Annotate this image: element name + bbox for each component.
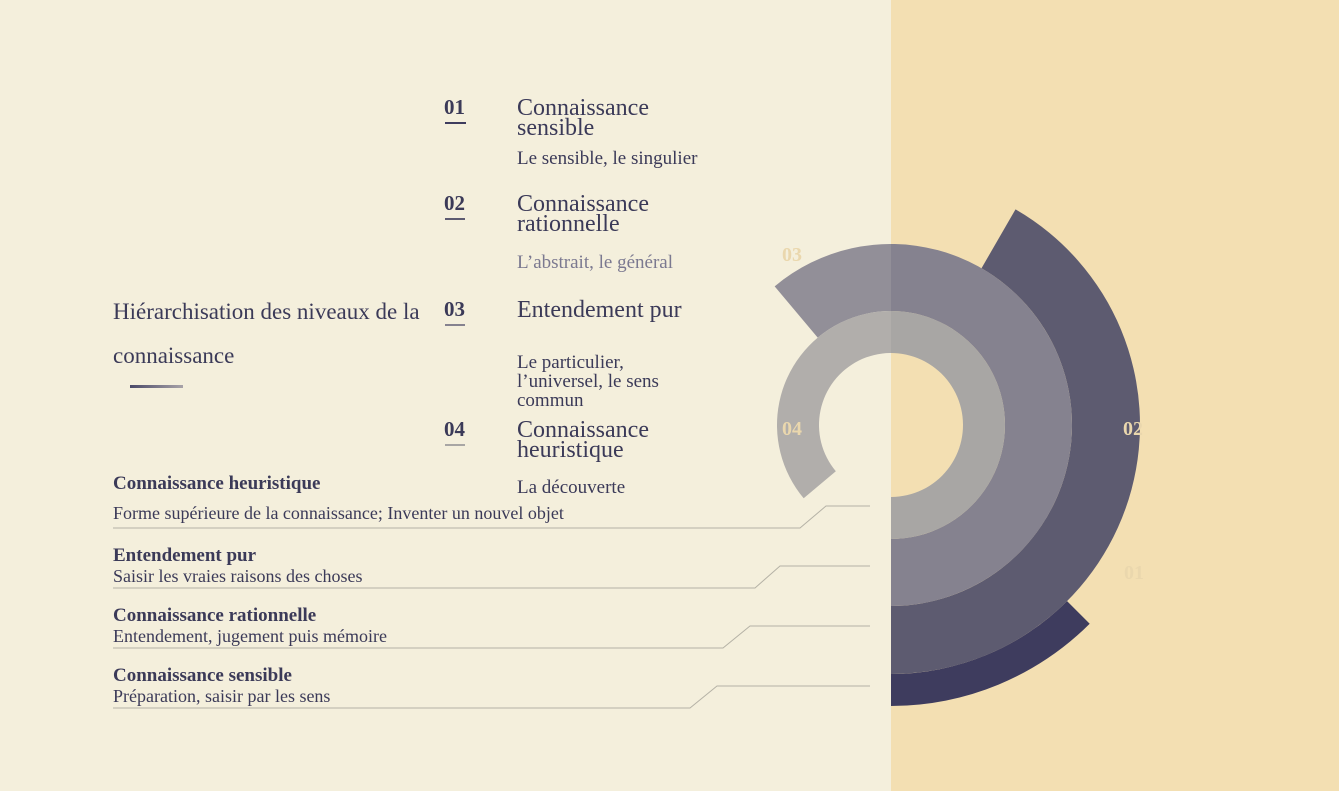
step-title: Entendement pur bbox=[517, 297, 682, 323]
legend-title: Connaissance sensible bbox=[113, 665, 292, 686]
step-number-underline bbox=[445, 444, 465, 446]
legend-title: Connaissance rationnelle bbox=[113, 605, 317, 626]
legend-title: Connaissance heuristique bbox=[113, 473, 321, 494]
step-number-underline bbox=[445, 218, 465, 220]
legend-description: Forme supérieure de la connaissance; Inventer un nouvel objet bbox=[113, 503, 564, 523]
step-number: 03 bbox=[444, 297, 465, 321]
ring-01-label: 01 bbox=[1124, 562, 1144, 584]
step-number-underline bbox=[445, 122, 466, 124]
legend-description: Entendement, jugement puis mémoire bbox=[113, 626, 387, 646]
step-description: La découverte bbox=[517, 477, 626, 498]
legend-title: Entendement pur bbox=[113, 545, 257, 566]
step-number: 02 bbox=[444, 191, 465, 215]
legend-item-sensible bbox=[113, 665, 673, 707]
title-underline-decoration bbox=[130, 385, 183, 388]
legend-item-rationnelle bbox=[113, 605, 673, 647]
step-description: L’abstrait, le général bbox=[517, 252, 673, 273]
step-number: 01 bbox=[444, 95, 465, 119]
legend-item-entendement bbox=[113, 545, 673, 587]
step-number-underline bbox=[445, 324, 465, 326]
step-description: Le particulier, l’universel, le sens commun bbox=[517, 352, 659, 411]
diagram-title: Hiérarchisation des niveaux de la connaissance bbox=[113, 299, 420, 368]
ring-04-label: 04 bbox=[782, 418, 802, 440]
legend-description: Saisir les vraies raisons des choses bbox=[113, 566, 363, 586]
ring-03-label: 03 bbox=[782, 244, 802, 266]
step-title: Connaissance sensible bbox=[517, 95, 649, 141]
step-number: 04 bbox=[444, 417, 465, 441]
legend-description: Préparation, saisir par les sens bbox=[113, 686, 331, 706]
step-description: Le sensible, le singulier bbox=[517, 148, 698, 169]
legend-item-heuristique bbox=[113, 473, 673, 524]
step-title: Connaissance rationnelle bbox=[517, 191, 649, 237]
step-title: Connaissance heuristique bbox=[517, 417, 649, 463]
ring-02-label: 02 bbox=[1123, 418, 1143, 440]
